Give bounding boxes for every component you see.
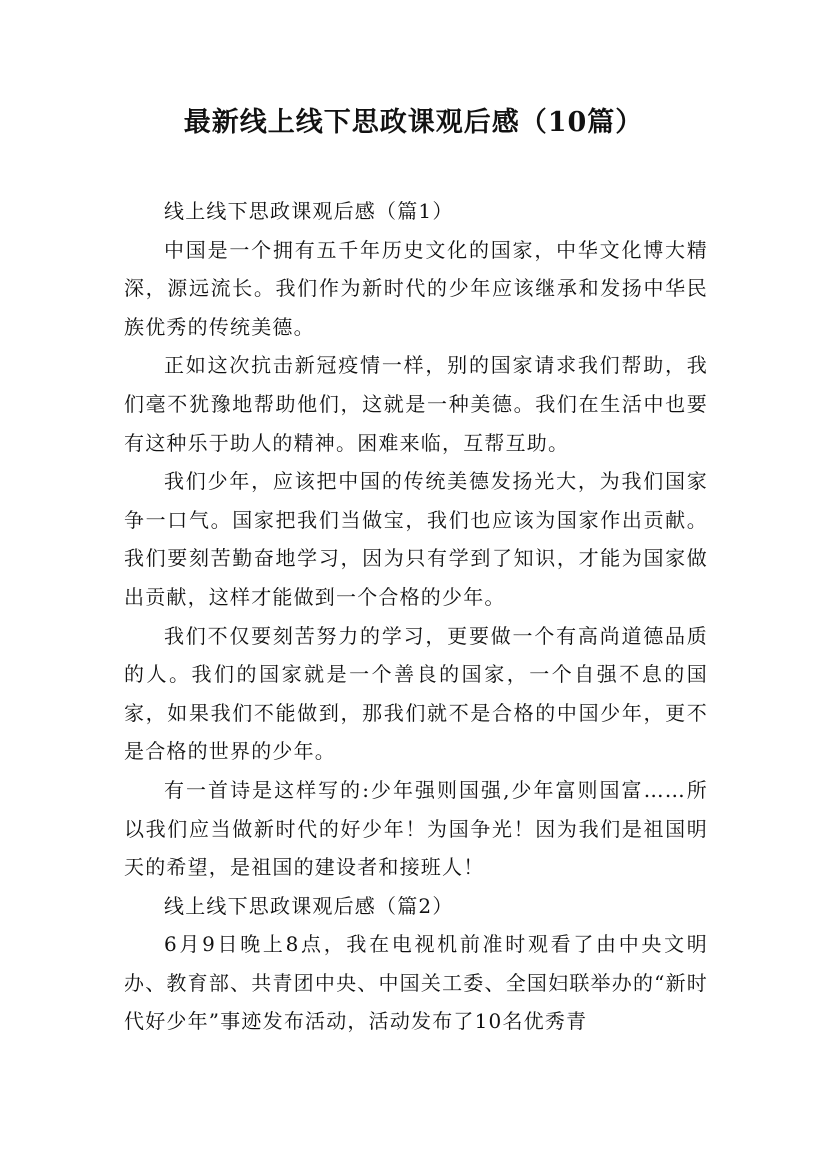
paragraph: 有一首诗是这样写的:少年强则国强,少年富则国富……所以我们应当做新时代的好少年！为国争光！因为我们是祖国明天的希望，是祖国的建设者和接班人！	[124, 777, 708, 880]
paragraph: 6月9日晚上8点，我在电视机前准时观看了由中央文明办、教育部、共青团中央、中国关工委、全国妇联举办的“新时代好少年”事迹发布活动，活动发布了10名优秀青	[124, 932, 708, 1034]
paragraph: 我们少年，应该把中国的传统美德发扬光大，为我们国家争一口气。国家把我们当做宝，我们也应该为国家作出贡献。我们要刻苦勤奋地学习，因为只有学到了知识，才能为国家做出贡献，这样才能做到一个合格的少年。	[124, 469, 708, 609]
paragraph: 正如这次抗击新冠疫情一样，别的国家请求我们帮助，我们毫不犹豫地帮助他们，这就是一种美德。我们在生活中也要有这种乐于助人的精神。困难来临，互帮互助。	[124, 353, 708, 455]
document-title: 最新线上线下思政课观后感（10篇）	[183, 107, 644, 138]
paragraph: 我们不仅要刻苦努力的学习，更要做一个有高尚道德品质的人。我们的国家就是一个善良的国家，一个自强不息的国家，如果我们不能做到，那我们就不是合格的中国少年，更不是合格的世界的少年。	[124, 623, 708, 764]
document-body	[124, 192, 708, 1041]
section-heading-1: 线上线下思政课观后感（篇1）	[164, 199, 454, 223]
paragraph: 中国是一个拥有五千年历史文化的国家，中华文化博大精深，源远流长。我们作为新时代的少年应该继承和发扬中华民族优秀的传统美德。	[124, 237, 708, 339]
section-heading-2: 线上线下思政课观后感（篇2）	[164, 893, 454, 918]
